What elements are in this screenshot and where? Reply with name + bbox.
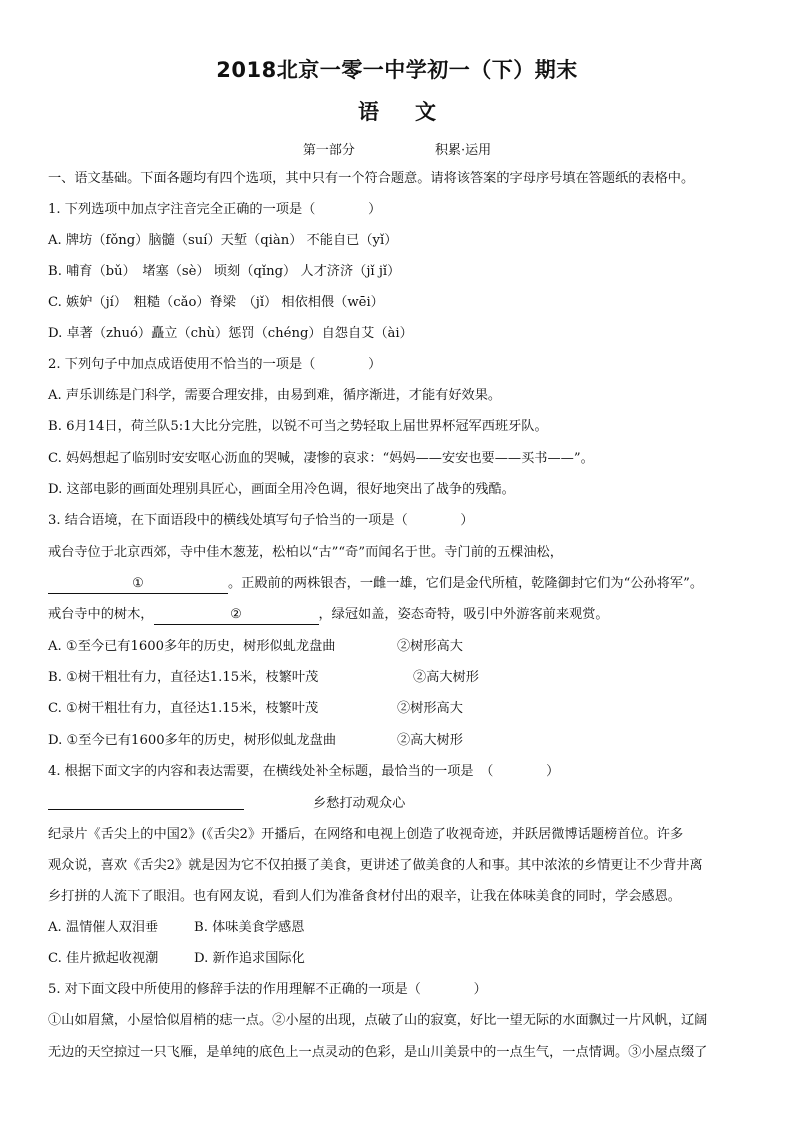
q2-stem: 2. 下列句子中加点成语使用不恰当的一项是（ ） xyxy=(48,357,382,372)
q5-passage-line-1: ①山如眉黛，小屋恰似眉梢的痣一点。②小屋的出现，点破了山的寂寞，好比一望无际的水面飘过一片风帆，辽阔 xyxy=(48,1013,708,1028)
section-intro: 一、语文基础。下面各题均有四个选项，其中只有一个符合题意。请将该答案的字母序号填在答题纸的表格中。 xyxy=(48,171,695,186)
q1-option-b: B. 哺育（bǔ） 堵塞（sè） 顷刻（qǐng） 人才济济（jǐ jǐ） xyxy=(48,264,401,279)
q1-stem: 1. 下列选项中加点字注音完全正确的一项是（ ） xyxy=(48,202,382,217)
q3-passage-line-2 xyxy=(48,575,758,594)
q4-options-row-1 xyxy=(48,919,758,937)
subject-char-2: 文 xyxy=(415,100,436,124)
q3-passage-line-3-end: ，绿冠如盖，姿态奇特，吸引中外游客前来观赏。 xyxy=(318,607,609,622)
q1-option-c: C. 嫉妒（jí） 粗糙（cǎo）脊梁 （jǐ） 相依相偎（wēi） xyxy=(48,295,384,310)
q3-option-c-part1: C. ①树干粗壮有力，直径达1.15米，枝繁叶茂 xyxy=(48,701,319,716)
q3-option-d-part2: ②高大树形 xyxy=(397,733,463,748)
q3-option-a-part2: ②树形高大 xyxy=(397,639,463,654)
q3-option-b-part2: ②高大树形 xyxy=(413,670,479,685)
q3-blank-1: ① xyxy=(48,575,228,594)
q4-option-b: B. 体味美食学感恩 xyxy=(194,920,305,935)
q3-passage-line-3 xyxy=(48,606,758,625)
exam-title: 2018北京一零一中学初一（下）期末 xyxy=(216,58,578,82)
q4-title-line xyxy=(48,795,758,816)
q3-passage-line-2-text: 。正殿前的两株银杏，一雌一雄，它们是金代所植，乾隆御封它们为“公孙将军”。 xyxy=(228,576,704,591)
q4-passage-line-1: 纪录片《舌尖上的中国2》(《舌尖2》开播后，在网络和电视上创造了收视奇迹，并跃居微博话题榜首位。许多 xyxy=(48,827,684,842)
q2-option-d: D. 这部电影的画面处理别具匠心，画面全用冷色调，很好地突出了战争的残酷。 xyxy=(48,482,515,497)
q4-subtitle: 乡愁打动观众心 xyxy=(313,796,406,811)
q3-passage-line-3-start: 戒台寺中的树木， xyxy=(48,607,154,622)
q4-passage-line-2: 观众说，喜欢《舌尖2》就是因为它不仅拍摄了美食，更讲述了做美食的人和事。其中浓浓的乡情更让不少背井离 xyxy=(48,858,703,873)
q2-option-c: C. 妈妈想起了临别时安安呕心沥血的哭喊，凄惨的哀求：“妈妈——安安也要——买书——”。 xyxy=(48,451,594,466)
subject-heading xyxy=(0,96,794,126)
part-number: 第一部分 xyxy=(302,143,355,158)
q4-stem: 4. 根据下面文字的内容和表达需要，在横线处补全标题，最恰当的一项是 （ ） xyxy=(48,764,560,779)
q3-option-c xyxy=(48,700,758,718)
q3-option-c-part2: ②树形高大 xyxy=(397,701,463,716)
q4-options-row-2 xyxy=(48,950,758,968)
q4-passage-line-3: 乡打拼的人流下了眼泪。也有网友说，看到人们为准备食材付出的艰辛，让我在体味美食的同时，学会感恩。 xyxy=(48,889,681,904)
part-name: 积累·运用 xyxy=(434,143,492,158)
q5-passage-line-2: 无边的天空掠过一只飞雁，是单纯的底色上一点灵动的色彩，是山川美景中的一点生气，一点情调。③小屋点缀了 xyxy=(48,1045,708,1060)
q4-option-a: A. 温情催人双泪垂 xyxy=(48,920,159,935)
q3-option-b xyxy=(48,669,758,687)
q5-stem: 5. 对下面文段中所使用的修辞手法的作用理解不正确的一项是（ ） xyxy=(48,982,487,997)
q1-option-a: A. 牌坊（fǒng）脑髓（suí）天堑（qiàn） 不能自已（yǐ） xyxy=(48,233,398,248)
q3-passage-line-1: 戒台寺位于北京西郊，寺中佳木葱茏，松柏以“古”“奇”而闻名于世。寺门前的五棵油松， xyxy=(48,545,563,560)
q2-option-b: B. 6月14日，荷兰队5:1大比分完胜，以锐不可当之势轻取上届世界杯冠军西班牙队。 xyxy=(48,419,548,434)
q3-option-d-part1: D. ①至今已有1600多年的历史，树形似虬龙盘曲 xyxy=(48,733,337,748)
q3-option-d xyxy=(48,732,758,750)
q4-option-c: C. 佳片掀起收视潮 xyxy=(48,951,159,966)
q3-blank-2: ② xyxy=(154,606,319,625)
q1-option-d: D. 卓著（zhuó）矗立（chù）惩罚（chéng）自怨自艾（ài） xyxy=(48,326,413,341)
q3-option-b-part1: B. ①树干粗壮有力，直径达1.15米，枝繁叶茂 xyxy=(48,670,319,685)
subject-char-1: 语 xyxy=(358,100,379,124)
q2-option-a: A. 声乐训练是门科学，需要合理安排，由易到难，循序渐进，才能有好效果。 xyxy=(48,388,502,403)
part-heading xyxy=(0,139,794,158)
q4-option-d: D. 新作追求国际化 xyxy=(194,951,305,966)
q3-option-a xyxy=(48,638,758,656)
q3-stem: 3. 结合语境，在下面语段中的横线处填写句子恰当的一项是（ ） xyxy=(48,513,474,528)
q3-option-a-part1: A. ①至今已有1600多年的历史，树形似虬龙盘曲 xyxy=(48,639,336,654)
q4-title-blank xyxy=(48,795,244,810)
